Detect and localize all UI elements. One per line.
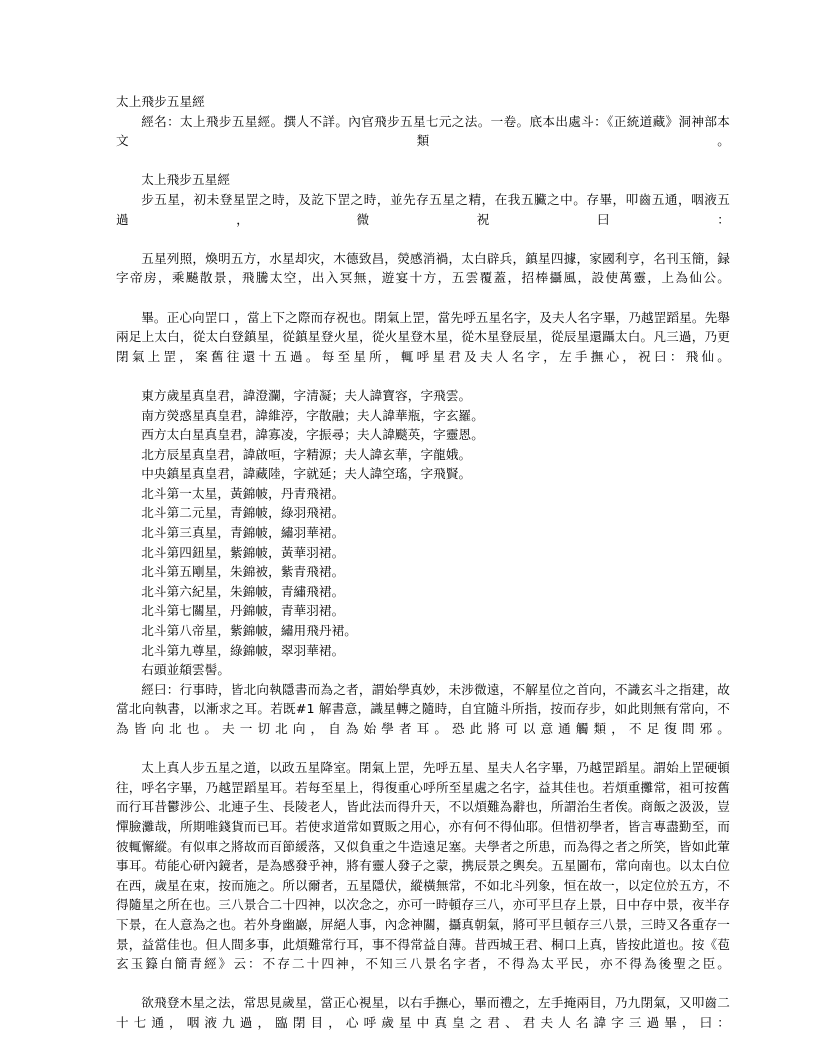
dipper-star-line-6: 北斗第六紀星，朱錦帔，青繡飛裙。 <box>141 583 345 599</box>
dipper-star-line-8: 北斗第八帝星，紫錦帔，繡用飛丹裙。 <box>141 623 357 639</box>
sub-heading: 太上飛步五星經 <box>141 172 231 188</box>
dipper-star-line-2: 北斗第二元星，青錦帔，綠羽飛裙。 <box>141 505 345 521</box>
body-paragraph-3: 畢。正心向罡口 ，當上下之際而存祝也。閉氣上罡，當先呼五星名字，及夫人名字畢，乃越罡蹈星。先舉兩足上太白，從太白登鎮星，從鎮星登火星，從火星登木星，從木星登辰星，從辰星還躡太白。凡三過，乃更閉氣上罡，案舊往還十五過。每至星所，輒呼星君及夫人名字，左手撫心，祝曰：飛仙。 <box>116 309 730 364</box>
dipper-star-line-4: 北斗第四鈕星，紫錦帔，黃華羽裙。 <box>141 544 345 560</box>
sutra-paragraph-2: 太上真人步五星之道，以政五星降室。閉氣上罡，先呼五星、星夫人名字畢，乃越罡蹈星。謂始上罡硬頓往，呼名字畢，乃越罡蹈星耳。若每至星上，得復重心呼所至星處之名字，益其佳也。若煩重攤常，祖可按舊而行耳昔鬱涉公、北連子生、長陵老人，皆此法而得升天，不以煩難為辭也，所謂治生者俟。商飯之汲汲，豈憚臉灘哉，所期唯錢貨而已耳。若使求道常如賈販之用心，亦有何不得仙耶。但惜初學者，皆言專盡勤至，而彼輒懈縱。有似車之將故而百節緩落，又似負重之牛造遠足塞。夫學者之所患，而為得之者之所笑，皆如此葷事耳。苟能心研內鏡者，是為感發乎神，將有靈人發子之蒙，携辰景之輿矣。五星圖布，常向南也。以太白位在西，歲星在束，按而施之。所以爾者，五星隱伏，縱橫無常，不如北斗列象，恒在故一，以定位於五方，不得隨星之所在也。三八景合二十四神，以次念之，亦可一時頓存三八，亦可平旦存上景，日中存中景，夜半存下景，在人意為之也。若外身幽巖，屏絕人事，內念神關，攝真朝氣，將可平旦頓存三八景，三時又各重存一景，益當佳也。但人間多事，此煩難常行耳，事不得常益自薄。昔西城王君、桐口上真，皆按此道也。按《苞玄玉籙白簡青經》云：不存二十四神，不知三八景名字者，不得為太平民，亦不得為後聖之臣。 <box>116 760 730 972</box>
sutra-paragraph-1: 經曰：行事時，皆北向執隱書而為之者，謂始學真妙，未涉微遠，不解星位之首向，不識玄斗之指建，故當北向執書，以漸求之耳。若既#1 解書意，識星轉之隨時，自宜隨斗所指，按而存步，如此則無有常向，不為皆向北也。夫一切北向，自為始學者耳。恐此將可以意通觸類，不足復問邪。 <box>116 681 730 736</box>
star-deity-line-west: 西方太白星真皇君，諱寡凌，字振尋；夫人諱颷英，字靈恩。 <box>141 427 484 443</box>
dipper-star-line-9: 北斗第九尊星，綠錦帔，翠羽華裙。 <box>141 642 345 658</box>
dipper-star-line-3: 北斗第三真星，青錦帔，繡羽華裙。 <box>141 525 345 541</box>
body-paragraph-2: 五星列照，煥明五方，水星却灾，木德致昌，熒感消禍，太白辟兵，鎮星四據，家國利亨，名刊玉簡，録字帝房，乘飇散景，飛騰太空，出入冥無，遊宴十方，五雲覆蓋，招棒攝風，設使萬靈，上為仙公。 <box>116 250 730 286</box>
note-line: 右頭並頯雲髻。 <box>141 662 231 678</box>
colophon-paragraph: 經名：太上飛步五星經。撰人不詳。內官飛步五星七元之法。一卷。底本出處斗：《正統道藏》洞神部本文類。 <box>116 113 730 149</box>
star-deity-line-center: 中央鎮星真皇君，諱藏陸，字就延；夫人諱空瑤，字飛賢。 <box>141 466 472 482</box>
star-deity-line-east: 東方歲星真皇君，諱澄瀾，字清凝；夫人諱寶容，字飛雲。 <box>141 387 472 403</box>
dipper-star-line-5: 北斗第五剛星，朱錦被，紫青飛裙。 <box>141 564 345 580</box>
star-deity-line-north: 北方辰星真皇君，諱啟咺，字精源；夫人諱玄華，字龍娥。 <box>141 446 472 462</box>
body-paragraph-1: 步五星，初未登星罡之時，及訖下罡之時，並先存五星之精，在我五臟之中。存畢，叩齒五通，咽液五過，微祝曰： <box>116 191 730 227</box>
star-deity-line-south: 南方熒惑星真皇君，諱維渟，字散融；夫人諱華瓶，字玄羅。 <box>141 407 484 423</box>
sutra-paragraph-3: 欲飛登木星之法，常思見歲星，當正心視星，以右手撫心，畢而禮之，左手掩兩目，乃九閉氣，又叩齒二十七通，咽液九過，臨閉目，心呼歲星中真皇之君、君夫人名諱字三過畢，曰： <box>116 995 730 1030</box>
document-title: 太上飛步五星經 <box>116 94 205 109</box>
document-text-body <box>116 92 730 1052</box>
dipper-star-line-1: 北斗第一太星，黃錦帔，丹青飛裙。 <box>141 485 345 501</box>
dipper-star-line-7: 北斗第七關星，丹錦帔，青華羽裙。 <box>141 603 345 619</box>
